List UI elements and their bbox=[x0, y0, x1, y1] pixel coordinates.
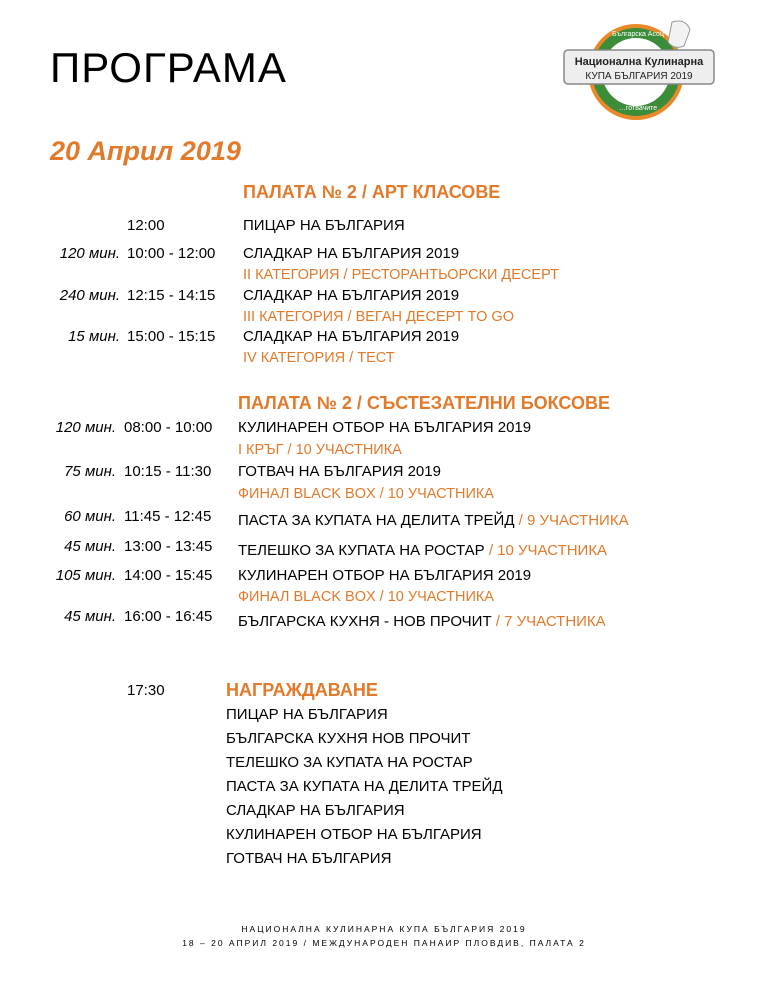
schedule-category: I КРЪГ / 10 УЧАСТНИКА bbox=[238, 442, 402, 458]
logo-arc-text: Българска Асоц bbox=[612, 31, 664, 38]
schedule-duration: 120 мин. bbox=[59, 245, 120, 262]
schedule-time: 11:45 - 12:45 bbox=[124, 508, 212, 525]
schedule-event: СЛАДКАР НА БЪЛГАРИЯ 2019 bbox=[243, 287, 460, 304]
schedule-category: IV КАТЕГОРИЯ / ТЕСТ bbox=[243, 350, 395, 366]
schedule-category: III КАТЕГОРИЯ / ВЕГАН ДЕСЕРТ TO GO bbox=[243, 309, 514, 325]
schedule-duration: 15 мин. bbox=[68, 328, 120, 345]
logo-line1: Национална Кулинарна bbox=[574, 56, 704, 68]
schedule-event: ГОТВАЧ НА БЪЛГАРИЯ 2019 bbox=[238, 463, 441, 480]
schedule-category: ФИНАЛ BLACK BOX / 10 УЧАСТНИКА bbox=[238, 486, 494, 502]
schedule-duration: 45 мин. bbox=[64, 538, 116, 555]
schedule-duration: 240 мин. bbox=[59, 287, 120, 304]
award-item: КУЛИНАРЕН ОТБОР НА БЪЛГАРИЯ bbox=[226, 826, 482, 843]
schedule-duration: 60 мин. bbox=[64, 508, 116, 525]
schedule-event: ПАСТА ЗА КУПАТА НА ДЕЛИТА ТРЕЙД bbox=[238, 512, 515, 529]
schedule-event-row bbox=[238, 512, 629, 529]
schedule-event-row bbox=[238, 613, 606, 630]
schedule-event: ПИЦАР НА БЪЛГАРИЯ bbox=[243, 217, 405, 234]
schedule-time: 08:00 - 10:00 bbox=[124, 419, 213, 436]
participants-count: / 10 УЧАСТНИКА bbox=[484, 542, 608, 559]
schedule-category: ФИНАЛ BLACK BOX / 10 УЧАСТНИКА bbox=[238, 589, 494, 605]
logo-line2: КУПА БЪЛГАРИЯ 2019 bbox=[585, 71, 693, 82]
page-title: ПРОГРАМА bbox=[50, 44, 287, 91]
participants-count: / 9 УЧАСТНИКА bbox=[514, 512, 629, 529]
schedule-time: 12:00 bbox=[127, 217, 165, 234]
schedule-time: 14:00 - 15:45 bbox=[124, 567, 213, 584]
schedule-event: КУЛИНАРЕН ОТБОР НА БЪЛГАРИЯ 2019 bbox=[238, 419, 532, 436]
award-item: ТЕЛЕШКО ЗА КУПАТА НА РОСТАР bbox=[226, 754, 473, 771]
schedule-duration: 120 мин. bbox=[55, 419, 116, 436]
schedule-time: 12:15 - 14:15 bbox=[127, 287, 216, 304]
schedule-event: СЛАДКАР НА БЪЛГАРИЯ 2019 bbox=[243, 245, 460, 262]
schedule-event: КУЛИНАРЕН ОТБОР НА БЪЛГАРИЯ 2019 bbox=[238, 567, 532, 584]
schedule-duration: 75 мин. bbox=[64, 463, 116, 480]
schedule-time: 13:00 - 13:45 bbox=[124, 538, 213, 555]
award-item: БЪЛГАРСКА КУХНЯ НОВ ПРОЧИТ bbox=[226, 730, 471, 747]
footer-event-details: 18 – 20 АПРИЛ 2019 / МЕЖДУНАРОДЕН ПАНАИР ПЛОВДИВ, ПАЛАТА 2 bbox=[182, 938, 586, 948]
schedule-category: II КАТЕГОРИЯ / РЕСТОРАНТЬОРСКИ ДЕСЕРТ bbox=[243, 267, 559, 283]
participants-count: / 7 УЧАСТНИКА bbox=[491, 613, 606, 630]
schedule-duration: 45 мин. bbox=[64, 608, 116, 625]
footer-event-name: НАЦИОНАЛНА КУЛИНАРНА КУПА БЪЛГАРИЯ 2019 bbox=[241, 924, 527, 934]
awards-title: НАГРАЖДАВАНЕ bbox=[226, 680, 378, 700]
award-item: ПАСТА ЗА КУПАТА НА ДЕЛИТА ТРЕЙД bbox=[226, 778, 503, 795]
award-item: СЛАДКАР НА БЪЛГАРИЯ bbox=[226, 802, 405, 819]
schedule-time: 10:00 - 12:00 bbox=[127, 245, 216, 262]
logo-bottom-text: …готвачите bbox=[618, 105, 658, 112]
section-competition-boxes-title: ПАЛАТА № 2 / СЪСТЕЗАТЕЛНИ БОКСОВЕ bbox=[238, 393, 610, 413]
section-art-classes-title: ПАЛАТА № 2 / АРТ КЛАСОВЕ bbox=[243, 182, 501, 202]
schedule-event: ТЕЛЕШКО ЗА КУПАТА НА РОСТАР bbox=[238, 542, 485, 559]
schedule-event-row bbox=[238, 542, 607, 559]
awards-time: 17:30 bbox=[127, 682, 165, 699]
schedule-time: 16:00 - 16:45 bbox=[124, 608, 213, 625]
award-item: ГОТВАЧ НА БЪЛГАРИЯ bbox=[226, 850, 392, 867]
schedule-time: 15:00 - 15:15 bbox=[127, 328, 216, 345]
award-item: ПИЦАР НА БЪЛГАРИЯ bbox=[226, 706, 388, 723]
schedule-event: БЪЛГАРСКА КУХНЯ - НОВ ПРОЧИТ bbox=[238, 613, 492, 630]
schedule-time: 10:15 - 11:30 bbox=[124, 463, 212, 480]
schedule-event: СЛАДКАР НА БЪЛГАРИЯ 2019 bbox=[243, 328, 460, 345]
competition-logo bbox=[560, 14, 720, 124]
event-date: 20 Април 2019 bbox=[50, 136, 241, 166]
schedule-duration: 105 мин. bbox=[55, 567, 116, 584]
